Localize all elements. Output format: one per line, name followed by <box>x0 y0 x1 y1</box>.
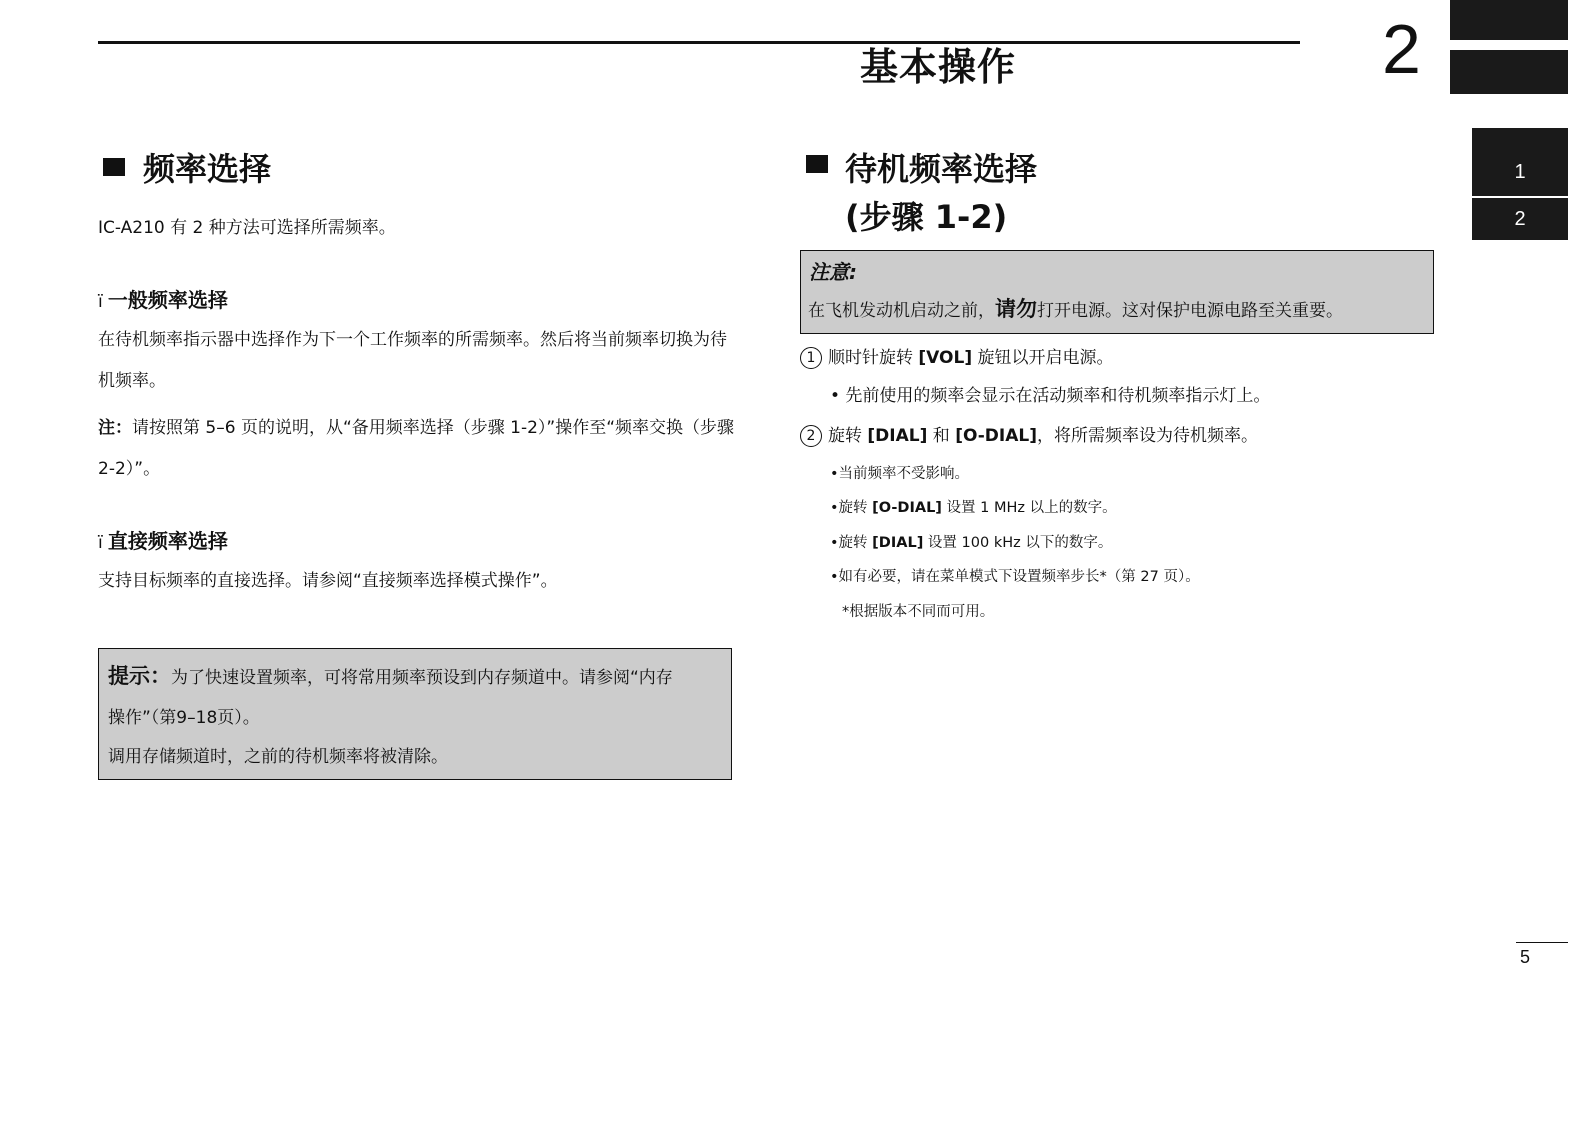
step-2-bullet: •旋转 [DIAL] 设置 100 kHz 以下的数字。 <box>830 535 1113 551</box>
step-2: 2 旋转 [DIAL] 和 [O-DIAL]，将所需频率设为待机频率。 <box>800 421 1258 451</box>
version-footnote: *根据版本不同而可用。 <box>842 604 995 620</box>
subheading-title: 直接频率选择 <box>107 529 228 553</box>
chapter-number: 2 <box>1382 10 1421 88</box>
step-2-bullet: •如有必要，请在菜单模式下设置频率步长*（第 27 页）。 <box>830 569 1200 585</box>
tip-label: 提示： <box>108 664 171 688</box>
general-paragraph: 在待机频率指示器中选择作为下一个工作频率的所需频率。然后将当前频率切换为待机频率。 <box>98 330 727 391</box>
section-square-icon <box>806 155 828 173</box>
general-note <box>98 408 738 490</box>
header-rule <box>98 41 1300 44</box>
caution-label: 注意: <box>809 260 857 284</box>
chapter-thumb-bar <box>1450 0 1568 40</box>
key-vol: [VOL] <box>918 348 973 368</box>
subheading-direct <box>98 525 228 554</box>
bullet-marker: ï <box>98 292 103 312</box>
caution-emphasis: 请勿 <box>995 297 1037 321</box>
footer-rule <box>1516 942 1568 943</box>
side-tab-1[interactable]: 1 <box>1472 128 1568 196</box>
subheading-general <box>98 284 228 313</box>
step-2-bullet: •当前频率不受影响。 <box>830 466 970 482</box>
tip-line-2: 操作”（第9–18页）。 <box>108 708 260 728</box>
step-2-bullet: •旋转 [O-DIAL] 设置 1 MHz 以上的数字。 <box>830 500 1117 516</box>
chapter-thumb-bar <box>1450 50 1568 94</box>
tip-line-3: 调用存储频道时，之前的待机频率将被清除。 <box>108 747 448 767</box>
subheading-title: 一般频率选择 <box>107 288 228 312</box>
step-1: 1 顺时针旋转 [VOL] 旋钮以开启电源。 <box>800 343 1114 373</box>
page-number: 5 <box>1520 947 1531 967</box>
direct-paragraph: 支持目标频率的直接选择。请参阅“直接频率选择模式操作”。 <box>98 571 558 591</box>
section-heading-frequency-select: 频率选择 <box>143 150 272 188</box>
section-square-icon <box>103 158 125 176</box>
step-1-bullet: • 先前使用的频率会显示在活动频率和待机频率指示灯上。 <box>830 386 1271 406</box>
chapter-title: 基本操作 <box>860 45 1017 89</box>
step-number-icon: 1 <box>800 347 822 369</box>
tip-line-1: 提示：为了快速设置频率，可将常用频率预设到内存频道中。请参阅“内存 <box>108 664 673 688</box>
caution-text: 在飞机发动机启动之前，请勿打开电源。这对保护电源电路至关重要。 <box>808 297 1343 321</box>
step-number-icon: 2 <box>800 425 822 447</box>
section-heading-steps: (步骤 1-2) <box>845 198 1008 236</box>
intro-text: IC-A210 有 2 种方法可选择所需频率。 <box>98 218 396 238</box>
note-label: 注： <box>98 418 132 438</box>
note-text: 请按照第 5–6 页的说明，从“备用频率选择（步骤 1-2）”操作至“频率交换（步骤 2-2）”。 <box>98 418 735 479</box>
bullet-marker: ï <box>98 533 103 553</box>
side-tab-2[interactable]: 2 <box>1472 198 1568 240</box>
key-o-dial: [O-DIAL] <box>955 426 1037 446</box>
key-dial: [DIAL] <box>867 426 928 446</box>
section-heading-standby: 待机频率选择 <box>845 150 1038 188</box>
